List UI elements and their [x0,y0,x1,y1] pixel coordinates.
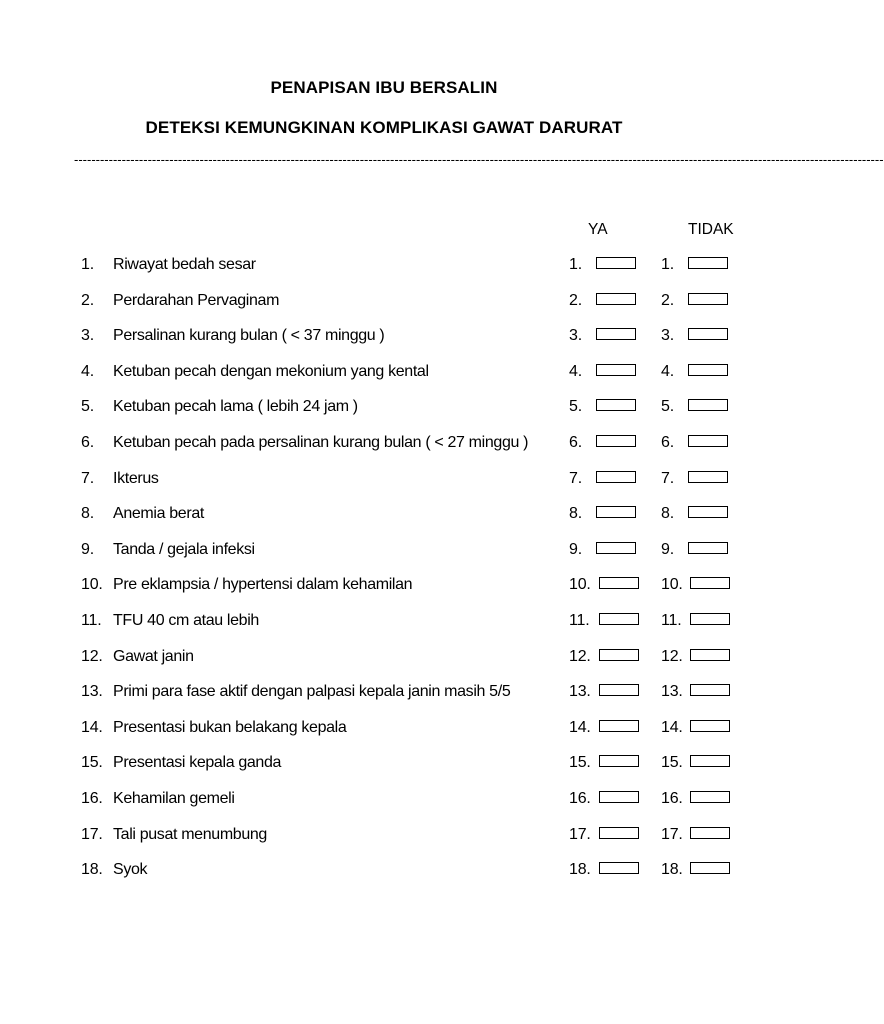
checklist-row [0,787,768,811]
ya-item-number: 12. [569,648,591,665]
ya-checkbox[interactable] [599,862,639,874]
item-label: Presentasi kepala ganda [113,754,282,771]
tidak-item-number: 13. [661,683,683,700]
ya-item-number: 2. [569,292,582,309]
tidak-item-number: 18. [661,861,683,878]
checklist-row [0,609,768,633]
item-number: 12. [81,648,103,665]
item-number: 8. [81,505,94,522]
ya-item-number: 8. [569,505,582,522]
checklist-row [0,467,768,491]
item-label: Ketuban pecah pada persalinan kurang bulan ( < 27 minggu ) [113,434,529,451]
tidak-checkbox[interactable] [688,542,728,554]
tidak-item-number: 1. [661,256,674,273]
item-number: 5. [81,398,94,415]
item-label: Presentasi bukan belakang kepala [113,719,347,736]
ya-item-number: 3. [569,327,582,344]
column-header-tidak: TIDAK [688,221,734,238]
tidak-item-number: 6. [661,434,674,451]
tidak-checkbox[interactable] [690,791,730,803]
checklist-row [0,751,768,775]
item-number: 18. [81,861,103,878]
ya-checkbox[interactable] [599,684,639,696]
item-number: 15. [81,754,103,771]
checklist-row [0,395,768,419]
tidak-item-number: 4. [661,363,674,380]
tidak-item-number: 12. [661,648,683,665]
tidak-item-number: 11. [661,612,682,629]
ya-item-number: 11. [569,612,590,629]
checklist-row [0,289,768,313]
item-number: 3. [81,327,94,344]
ya-item-number: 18. [569,861,591,878]
ya-checkbox[interactable] [596,364,636,376]
tidak-item-number: 15. [661,754,683,771]
ya-checkbox[interactable] [599,755,639,767]
tidak-checkbox[interactable] [690,827,730,839]
tidak-item-number: 8. [661,505,674,522]
tidak-item-number: 5. [661,398,674,415]
tidak-item-number: 16. [661,790,683,807]
item-number: 16. [81,790,103,807]
item-number: 4. [81,363,94,380]
tidak-checkbox[interactable] [688,471,728,483]
column-header-ya: YA [588,221,608,238]
tidak-checkbox[interactable] [688,364,728,376]
ya-checkbox[interactable] [596,506,636,518]
ya-item-number: 17. [569,826,591,843]
tidak-item-number: 2. [661,292,674,309]
item-number: 10. [81,576,103,593]
checklist-row [0,716,768,740]
tidak-checkbox[interactable] [690,684,730,696]
item-label: Pre eklampsia / hypertensi dalam kehamilan [113,576,413,593]
ya-checkbox[interactable] [599,577,639,589]
item-label: Ketuban pecah lama ( lebih 24 jam ) [113,398,358,415]
item-number: 7. [81,470,94,487]
tidak-item-number: 14. [661,719,683,736]
item-number: 6. [81,434,94,451]
checklist-row [0,823,768,847]
form-subtitle: DETEKSI KEMUNGKINAN KOMPLIKASI GAWAT DARURAT [145,118,623,137]
checklist-row [0,324,768,348]
item-number: 14. [81,719,103,736]
item-number: 1. [81,256,94,273]
ya-checkbox[interactable] [596,257,636,269]
tidak-checkbox[interactable] [688,399,728,411]
ya-item-number: 13. [569,683,591,700]
item-label: Anemia berat [113,505,204,522]
tidak-checkbox[interactable] [690,613,730,625]
item-label: Tanda / gejala infeksi [113,541,255,558]
form-title: PENAPISAN IBU BERSALIN [270,78,498,97]
checklist-row [0,573,768,597]
tidak-item-number: 3. [661,327,674,344]
ya-item-number: 9. [569,541,582,558]
ya-item-number: 4. [569,363,582,380]
ya-item-number: 14. [569,719,591,736]
ya-checkbox[interactable] [596,399,636,411]
ya-item-number: 7. [569,470,582,487]
item-label: Syok [113,861,148,878]
item-number: 9. [81,541,94,558]
item-label: Kehamilan gemeli [113,790,235,807]
checklist-row [0,680,768,704]
ya-item-number: 5. [569,398,582,415]
checklist-row [0,502,768,526]
item-label: Gawat janin [113,648,194,665]
tidak-item-number: 9. [661,541,674,558]
ya-item-number: 15. [569,754,591,771]
checklist-row [0,538,768,562]
ya-item-number: 10. [569,576,591,593]
tidak-checkbox[interactable] [690,755,730,767]
checklist-row [0,253,768,277]
checklist-row [0,858,768,882]
tidak-item-number: 17. [661,826,683,843]
tidak-checkbox[interactable] [690,862,730,874]
item-label: Tali pusat menumbung [113,826,267,843]
tidak-checkbox[interactable] [690,577,730,589]
item-number: 13. [81,683,103,700]
ya-checkbox[interactable] [596,471,636,483]
item-label: TFU 40 cm atau lebih [113,612,259,629]
ya-checkbox[interactable] [599,827,639,839]
tidak-item-number: 7. [661,470,674,487]
tidak-checkbox[interactable] [688,506,728,518]
ya-checkbox[interactable] [596,293,636,305]
item-label: Ketuban pecah dengan mekonium yang kental [113,363,429,380]
item-label: Perdarahan Pervaginam [113,292,280,309]
ya-item-number: 16. [569,790,591,807]
item-number: 11. [81,612,102,629]
ya-checkbox[interactable] [599,613,639,625]
item-label: Riwayat bedah sesar [113,256,256,273]
ya-checkbox[interactable] [599,649,639,661]
item-label: Persalinan kurang bulan ( < 37 minggu ) [113,327,385,344]
checklist-row [0,645,768,669]
tidak-checkbox[interactable] [690,720,730,732]
checklist-row [0,360,768,384]
item-label: Ikterus [113,470,159,487]
tidak-checkbox[interactable] [690,649,730,661]
ya-item-number: 1. [569,256,582,273]
ya-checkbox[interactable] [596,435,636,447]
tidak-checkbox[interactable] [688,293,728,305]
ya-checkbox[interactable] [596,328,636,340]
tidak-checkbox[interactable] [688,435,728,447]
tidak-item-number: 10. [661,576,683,593]
item-label: Primi para fase aktif dengan palpasi kepala janin masih 5/5 [113,683,511,700]
ya-item-number: 6. [569,434,582,451]
tidak-checkbox[interactable] [688,328,728,340]
checklist-row [0,431,768,455]
item-number: 2. [81,292,94,309]
ya-checkbox[interactable] [599,720,639,732]
tidak-checkbox[interactable] [688,257,728,269]
ya-checkbox[interactable] [596,542,636,554]
item-number: 17. [81,826,103,843]
dashed-separator: ------------------------------------------------------------------------------------------------------------------------------------------------------------------------------------------- [74,152,884,167]
ya-checkbox[interactable] [599,791,639,803]
